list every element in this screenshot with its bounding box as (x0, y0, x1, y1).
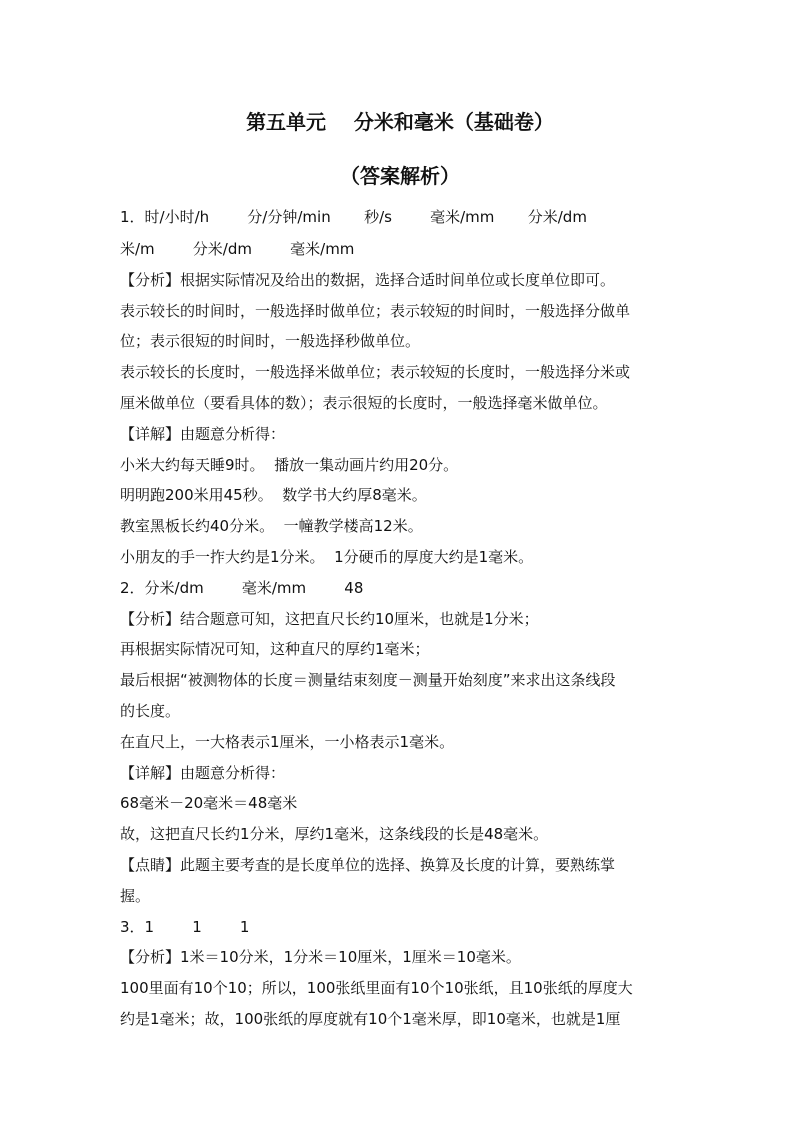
text-line: 小米大约每天睡9时。 播放一集动画片约用20分。 (120, 456, 459, 474)
text-line: 的长度。 (120, 702, 181, 720)
text-line: 教室黑板长约40分米。 一幢教学楼高12米。 (120, 517, 423, 535)
text-line: 再根据实际情况可知，这种直尺的厚约1毫米； (120, 640, 430, 658)
text-line: 【详解】由题意分析得： (120, 764, 286, 782)
text-line: 小朋友的手一拃大约是1分米。 1分硬币的厚度大约是1毫米。 (120, 548, 534, 566)
text-line: 最后根据“被测物体的长度＝测量结束刻度－测量开始刻度”来求出这条线段 (120, 671, 616, 689)
text-line: 厘米做单位（要看具体的数）；表示很短的长度时，一般选择毫米做单位。 (120, 394, 608, 412)
page-title: 第五单元 分米和毫米（基础卷） (246, 110, 554, 134)
text-line: 2．分米/dm 毫米/mm 48 (120, 579, 364, 597)
text-line: 【分析】根据实际情况及给出的数据，选择合适时间单位或长度单位即可。 (120, 271, 616, 289)
text-line: 米/m 分米/dm 毫米/mm (120, 240, 355, 258)
text-line: 故，这把直尺长约1分米，厚约1毫米，这条线段的长是48毫米。 (120, 825, 549, 843)
text-line: 【分析】1米＝10分米，1分米＝10厘米，1厘米＝10毫米。 (120, 948, 521, 966)
text-line: 表示较长的长度时，一般选择米做单位；表示较短的长度时，一般选择分米或 (120, 363, 631, 381)
text-line: 明明跑200米用45秒。 数学书大约厚8毫米。 (120, 486, 427, 504)
text-line: 握。 (120, 887, 151, 905)
text-line: 【详解】由题意分析得： (120, 425, 286, 443)
text-line: 在直尺上，一大格表示1厘米，一小格表示1毫米。 (120, 733, 455, 751)
text-line: 1．时/小时/h 分/分钟/min 秒/s 毫米/mm 分米/dm (120, 208, 587, 226)
text-line: 约是1毫米；故，100张纸的厚度就有10个1毫米厚，即10毫米，也就是1厘 (120, 1010, 621, 1028)
text-line: 位；表示很短的时间时，一般选择秒做单位。 (120, 332, 421, 350)
text-line: 3．1 1 1 (120, 918, 250, 936)
text-line: 【点睛】此题主要考查的是长度单位的选择、换算及长度的计算，要熟练掌 (120, 856, 616, 874)
text-line: 100里面有10个10；所以，100张纸里面有10个10张纸，且10张纸的厚度大 (120, 979, 633, 997)
text-line: 【分析】结合题意可知，这把直尺长约10厘米，也就是1分米； (120, 610, 539, 628)
page-subtitle: （答案解析） (340, 164, 460, 188)
text-line: 68毫米－20毫米＝48毫米 (120, 794, 298, 812)
text-line: 表示较长的时间时，一般选择时做单位；表示较短的时间时，一般选择分做单 (120, 302, 631, 320)
